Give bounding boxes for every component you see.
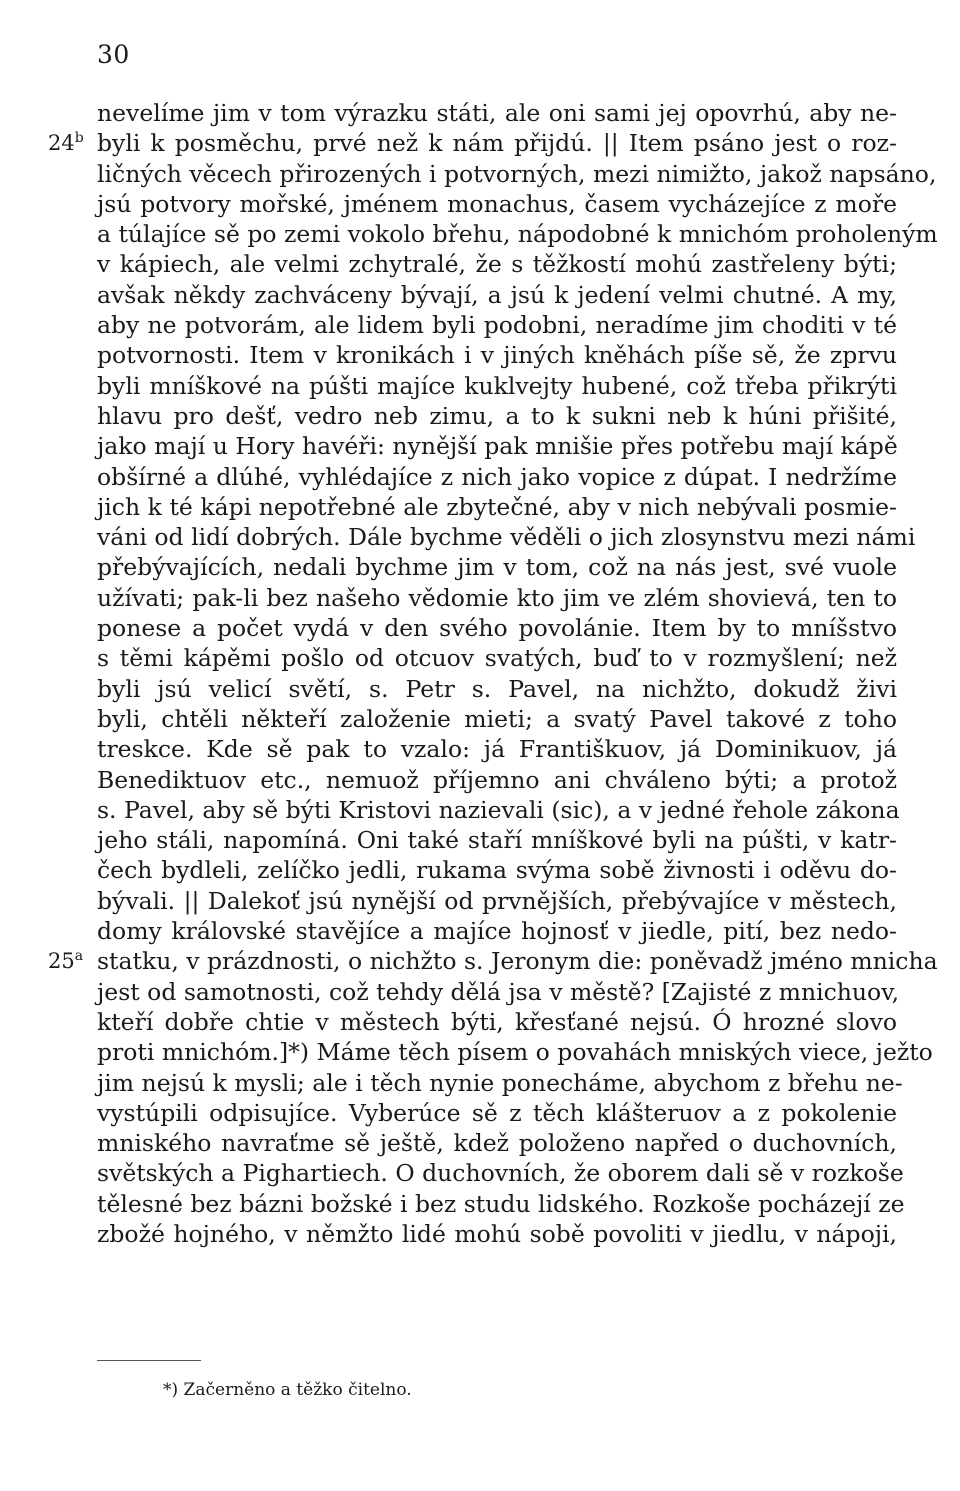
folio-number: 24 — [48, 131, 75, 156]
text-line: jich k té kápi nepotřebné ale zbytečné, aby v nich nebývali posmie- — [97, 492, 897, 521]
text-line: potvornosti. Item v kronikách i v jiných kněhách píše sě, že zprvu — [97, 341, 897, 370]
text-line: v kápiech, ale velmi zchytralé, že s těžkostí mohú zastřeleny býti; — [97, 250, 897, 279]
text-line: aby ne potvorám, ale lidem byli podobni, neradíme jim choditi v té — [97, 311, 897, 340]
text-line: zbožé hojného, v němžto lidé mohú sobě povoliti v jiedlu, v nápoji, — [97, 1219, 897, 1248]
text-line: s. Pavel, aby sě býti Kristovi nazievali (sic), a v jedné řehole zákona — [97, 795, 900, 824]
text-line: byli k posměchu, prvé než k nám přijdú. || Item psáno jest o roz- — [97, 129, 897, 158]
text-line: domy královské stavějíce a majíce hojnosť v jiedle, pití, bez nedo- — [97, 917, 897, 946]
folio-side: a — [74, 948, 84, 965]
text-line: světských a Pighartiech. O duchovních, že oborem dali sě v rozkoše — [97, 1159, 904, 1188]
page-number: 30 — [97, 40, 130, 69]
text-line: s těmi kápěmi pošlo od otcuov svatých, buď to v rozmyšlení; než — [97, 644, 897, 673]
body-text — [97, 98, 938, 1249]
text-line: tělesné bez bázni božské i bez studu lidského. Rozkoše pocházejí ze — [97, 1189, 905, 1218]
text-line: byli mníškové na púšti majíce kuklvejty hubené, což třeba přikrýti — [97, 371, 897, 400]
text-line: vystúpili odpisujíce. Vyberúce sě z těch klášteruov a z pokolenie — [97, 1098, 897, 1127]
text-line: byli jsú velicí světí, s. Petr s. Pavel, na nichžto, dokudž živi — [97, 674, 897, 703]
text-line: obšírné a dlúhé, vyhlédajíce z nich jako vopice z dúpat. I nedržíme — [97, 462, 897, 491]
text-line: ponese a počet vydá v den svého povolánie. Item by to mníšstvo — [97, 614, 897, 643]
text-line: užívati; pak-li bez našeho vědomie kto jim ve zlém shovievá, ten to — [97, 583, 897, 612]
text-line: Benediktuov etc., nemuož příjemno ani chváleno býti; a protož — [97, 765, 897, 794]
text-line: hlavu pro dešť, vedro neb zimu, a to k sukni neb k húni přišité, — [97, 401, 897, 430]
text-line: statku, v prázdnosti, o nichžto s. Jeronym die: poněvadž jméno mnicha — [97, 947, 938, 976]
text-line: treskce. Kde sě pak to vzalo: já Františkuov, já Dominikuov, já — [97, 735, 897, 764]
text-line: bývali. || Dalekoť jsú nynější od prvnějších, přebývajíce v městech, — [97, 886, 897, 915]
text-line: jim nejsú k mysli; ale i těch nynie ponecháme, abychom z břehu ne- — [97, 1068, 903, 1097]
text-line: avšak někdy zachváceny bývají, a jsú k jedení velmi chutné. A my, — [97, 280, 897, 309]
text-line: byli, chtěli někteří založenie mieti; a svatý Pavel takové z toho — [97, 704, 897, 733]
text-line: a túlajíce sě po zemi vokolo břehu, nápodobné k mnichóm proholeným — [97, 220, 938, 249]
text-line: přebývajících, nedali bychme jim v tom, což na nás jest, své vuole — [97, 553, 897, 582]
footnote-divider — [97, 1360, 201, 1361]
folio-side: b — [74, 130, 84, 147]
text-line: kteří dobře chtie v městech býti, křesťané nejsú. Ó hrozné slovo — [97, 1007, 897, 1036]
text-line: jeho stáli, napomíná. Oni také staří mníškové byli na púšti, v katr- — [97, 826, 897, 855]
text-line: jako mají u Hory havéři: nynější pak mnišie přes potřebu mají kápě — [97, 432, 898, 461]
text-line: proti mnichóm.]*) Máme těch písem o povahách mniských viece, ježto — [97, 1038, 933, 1067]
footnote: *) Začerněno a těžko čitelno. — [163, 1380, 412, 1400]
text-line: mniského navraťme sě ještě, kdež položeno napřed o duchovních, — [97, 1129, 897, 1158]
text-line: čech bydleli, zelíčko jedli, rukama svýma sobě živnosti i oděvu do- — [97, 856, 897, 885]
text-line: nevelíme jim v tom výrazku státi, ale oni sami jej opovrhú, aby ne- — [97, 99, 897, 127]
text-line: jsú potvory mořské, jménem monachus, časem vycházejíce z moře — [97, 189, 897, 218]
text-line: váni od lidí dobrých. Dále bychme věděli o jich zlosynstvu mezi námi — [97, 523, 916, 552]
folio-marker — [48, 946, 83, 976]
folio-number: 25 — [48, 949, 75, 974]
text-line: ličných věcech přirozených i potvorných, mezi nimižto, jakož napsáno, — [97, 159, 937, 188]
folio-marker — [48, 128, 84, 158]
text-line: jest od samotnosti, což tehdy dělá jsa v městě? [Zajisté z mnichuov, — [97, 977, 900, 1006]
